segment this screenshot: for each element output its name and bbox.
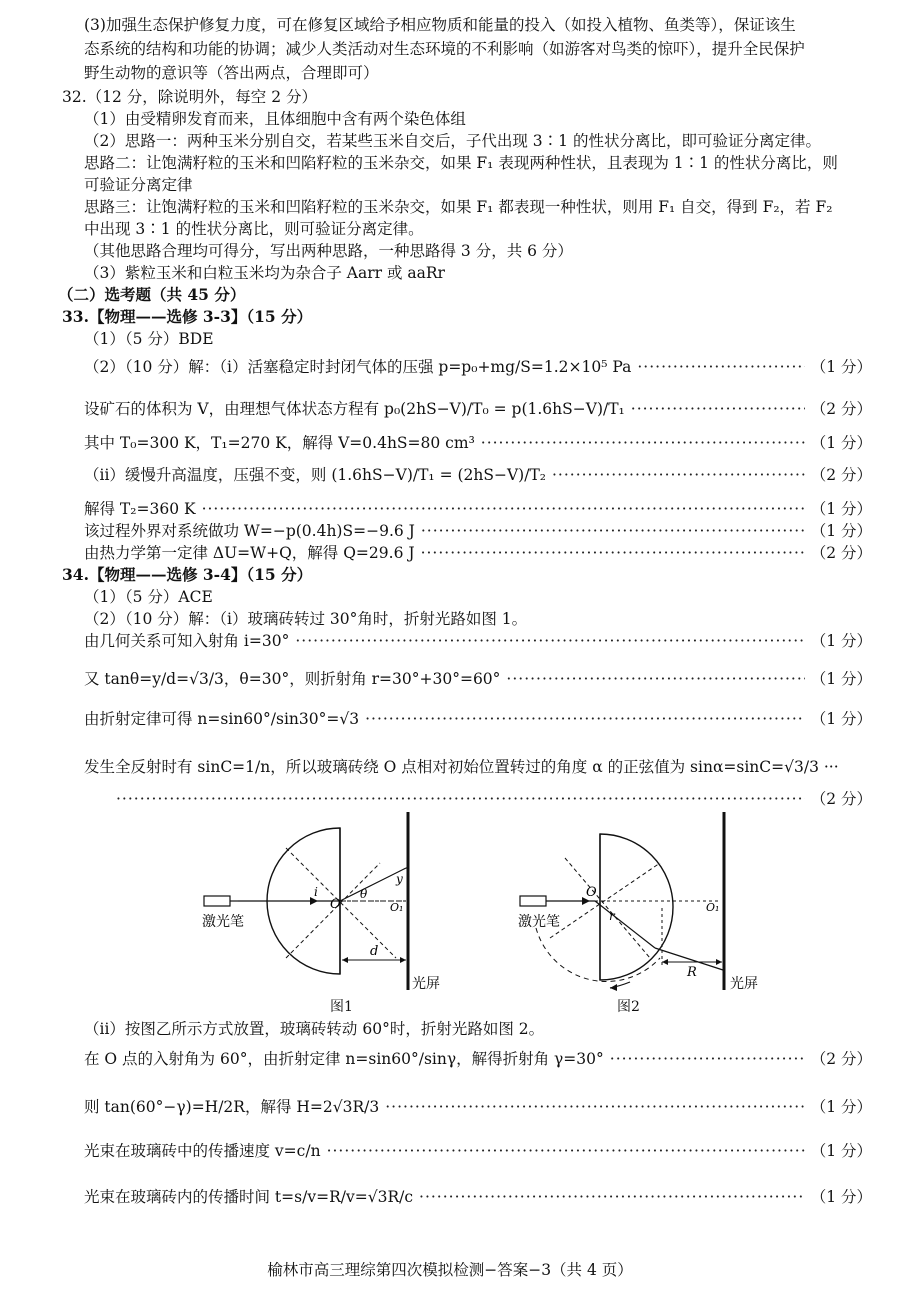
text-line: 则 tan(60°−γ)=H/2R，解得 H=2√3R/3 <box>84 1098 380 1116</box>
text-line: （ii）按图乙所示方式放置，玻璃砖转动 60°时，折射光路如图 2。 <box>84 1020 545 1038</box>
leader-dots <box>421 542 805 564</box>
figure-2-caption: 图2 <box>617 999 640 1015</box>
label-theta: θ <box>360 887 368 901</box>
score: （1 分） <box>810 522 872 540</box>
score: （1 分） <box>810 1142 872 1160</box>
scored-line <box>84 1048 872 1070</box>
leader-dots <box>385 1096 804 1118</box>
text-line: （2）（10 分）解：（i）玻璃砖转过 30°角时，折射光路如图 1。 <box>84 610 528 628</box>
score: （1 分） <box>810 670 872 688</box>
leader-dots <box>116 788 805 810</box>
leader-dots <box>637 356 804 378</box>
text-line: 又 tanθ=y/d=√3/3，θ=30°，则折射角 r=30°+30°=60° <box>84 670 501 688</box>
question-heading: 33.【物理——选修 3-3】（15 分） <box>62 307 313 326</box>
leader-dots <box>365 708 805 730</box>
text-line: （1）（5 分）BDE <box>84 330 214 348</box>
scored-line <box>84 668 872 690</box>
question-heading: 32.（12 分，除说明外，每空 2 分） <box>62 88 318 106</box>
label-d: d <box>370 944 379 959</box>
label-R: R <box>687 965 697 980</box>
text-line: （2）（10 分）解：（i）活塞稳定时封闭气体的压强 p=p₀+mg/S=1.2×10⁵ Pa <box>84 358 632 376</box>
leader-dots <box>610 1048 805 1070</box>
score: （2 分） <box>810 544 872 562</box>
scored-line <box>84 1186 872 1208</box>
score: （2 分） <box>810 466 872 484</box>
scored-line <box>116 788 872 810</box>
scored-line <box>84 464 872 486</box>
label-O1: O₁ <box>706 901 720 914</box>
leader-dots <box>419 1186 805 1208</box>
text-line: 在 O 点的入射角为 60°，由折射定律 n=sin60°/sinγ，解得折射角 γ=30° <box>84 1050 604 1068</box>
scored-line <box>84 520 872 542</box>
label-O: O <box>330 897 341 912</box>
scored-line <box>84 498 872 520</box>
text-line: （1）（5 分）ACE <box>84 588 213 606</box>
laser-label: 激光笔 <box>202 914 244 930</box>
screen-label: 光屏 <box>730 976 758 992</box>
label-O: O <box>586 885 597 900</box>
optics-figure <box>190 808 770 1020</box>
scored-line <box>84 708 872 730</box>
leader-dots <box>421 520 805 542</box>
leader-dots <box>295 630 804 652</box>
scored-line <box>84 1140 872 1162</box>
text-line: 解得 T₂=360 K <box>84 500 196 518</box>
score: （1 分） <box>810 500 872 518</box>
leader-dots <box>506 668 804 690</box>
text-line: （其他思路合理均可得分，写出两种思路，一种思路得 3 分，共 6 分） <box>84 242 573 260</box>
text-line: 思路三：让饱满籽粒的玉米和凹陷籽粒的玉米杂交，如果 F₁ 都表现一种性状，则用 F₁ 自交，得到 F₂，若 F₂ <box>84 198 833 216</box>
score: （1 分） <box>810 434 872 452</box>
score: （1 分） <box>810 1188 872 1206</box>
screen-label: 光屏 <box>412 976 440 992</box>
text-line: 发生全反射时有 sinC=1/n，所以玻璃砖绕 O 点相对初始位置转过的角度 α 的正弦值为 sinα=sinC=√3/3 ··· <box>84 758 839 776</box>
text-line: 该过程外界对系统做功 W=−p(0.4h)S=−9.6 J <box>84 522 415 540</box>
figure-2 <box>518 812 758 992</box>
score: （1 分） <box>810 1098 872 1116</box>
scored-line <box>84 542 872 564</box>
laser-pen-icon <box>520 896 546 906</box>
label-y: y <box>396 872 403 886</box>
label-O1: O₁ <box>390 901 404 914</box>
text-line: 光束在玻璃砖内的传播时间 t=s/v=R/v=√3R/c <box>84 1188 414 1206</box>
score: （2 分） <box>810 1050 872 1068</box>
text-line: 由热力学第一定律 ΔU=W+Q，解得 Q=29.6 J <box>84 544 415 562</box>
text-line: 中出现 3∶1 的性状分离比，则可验证分离定律。 <box>84 220 424 238</box>
scored-line <box>84 432 872 454</box>
scored-line <box>84 630 872 652</box>
label-r: r <box>609 909 615 923</box>
text-line: 设矿石的体积为 V，由理想气体状态方程有 p₀(2hS−V)/T₀ = p(1.6hS−V)/T₁ <box>84 400 625 418</box>
score: （2 分） <box>810 400 872 418</box>
text-line: 由几何关系可知入射角 i=30° <box>84 632 290 650</box>
question-heading: 34.【物理——选修 3-4】（15 分） <box>62 565 313 584</box>
scored-line <box>84 1096 872 1118</box>
leader-dots <box>202 498 805 520</box>
leader-dots <box>327 1140 805 1162</box>
page-footer: 榆林市高三理综第四次模拟检测−答案−3（共 4 页） <box>267 1261 633 1279</box>
text-line: (3)加强生态保护修复力度，可在修复区域给予相应物质和能量的投入（如投入植物、鱼类等），保证该生 <box>84 16 796 34</box>
text-line: （1）由受精卵发育而来，且体细胞中含有两个染色体组 <box>84 110 466 128</box>
text-line: 光束在玻璃砖中的传播速度 v=c/n <box>84 1142 321 1160</box>
score: （2 分） <box>810 790 872 808</box>
label-i: i <box>314 885 318 899</box>
text-line: 可验证分离定律 <box>84 176 193 194</box>
text-line: （3）紫粒玉米和白粒玉米均为杂合子 Aarr 或 aaRr <box>84 264 445 282</box>
score: （1 分） <box>810 632 872 650</box>
laser-pen-icon <box>204 896 230 906</box>
text-line: 态系统的结构和功能的协调；减少人类活动对生态环境的不利影响（如游客对鸟类的惊吓），提升全民保护 <box>84 40 805 58</box>
scored-line <box>84 398 872 420</box>
text-line: （2）思路一：两种玉米分别自交，若某些玉米自交后，子代出现 3∶1 的性状分离比，即可验证分离定律。 <box>84 132 821 150</box>
text-line: 野生动物的意识等（答出两点，合理即可） <box>84 64 379 82</box>
score: （1 分） <box>810 358 872 376</box>
scored-line <box>84 356 872 378</box>
leader-dots <box>552 464 805 486</box>
text-line: 由折射定律可得 n=sin60°/sin30°=√3 <box>84 710 360 728</box>
figure-1 <box>202 812 440 992</box>
score: （1 分） <box>810 710 872 728</box>
laser-label: 激光笔 <box>518 914 560 930</box>
figure-1-caption: 图1 <box>330 999 353 1015</box>
leader-dots <box>481 432 805 454</box>
text-line: 其中 T₀=300 K，T₁=270 K，解得 V=0.4hS=80 cm³ <box>84 434 475 452</box>
text-line: （ii）缓慢升高温度，压强不变，则 (1.6hS−V)/T₁ = (2hS−V)/T₂ <box>84 466 546 484</box>
leader-dots <box>631 398 805 420</box>
section-heading: （二）选考题（共 45 分） <box>58 285 246 304</box>
text-line: 思路二：让饱满籽粒的玉米和凹陷籽粒的玉米杂交，如果 F₁ 表现两种性状，且表现为 1∶1 的性状分离比，则 <box>84 154 838 172</box>
